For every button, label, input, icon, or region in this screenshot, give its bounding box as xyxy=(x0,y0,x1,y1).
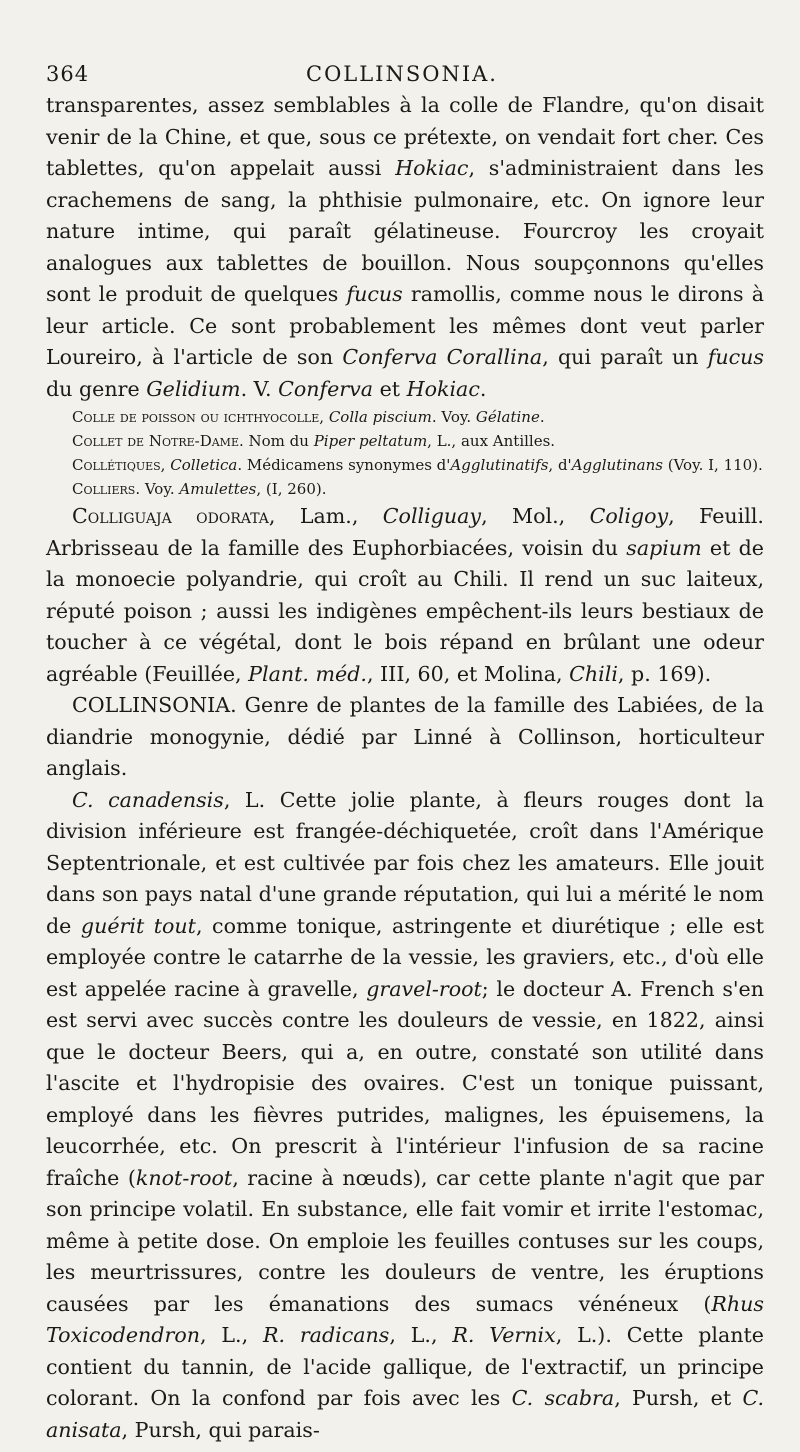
paragraph xyxy=(46,690,764,785)
italic-term: R. radicans xyxy=(262,1323,390,1347)
text-run: ramollis, comme nous le dirons à leur article. Ce sont probablement les mêmes dont veut parler Loureiro, à l'article de son xyxy=(46,282,765,369)
italic-term: Colletica xyxy=(170,456,238,474)
paragraph xyxy=(46,785,764,1447)
text-run: , (I, 260). xyxy=(256,480,327,498)
text-run: , p. 169). xyxy=(617,661,712,686)
text-run: ; le docteur A. French s'en est servi avec succès contre les douleurs de vessie, en 1822, ainsi que le docteur Beers, qui a, en outre, constaté son utilité dans l'ascite et l'hydropisie des ovaires. C'est un tonique puissant, employé dans les fièvres putrides, malignes, les épuisemens, la leucorrhée, etc. On prescrit à l'intérieur l'infusion de sa racine fraîche ( xyxy=(46,976,765,1190)
entry-note xyxy=(46,453,764,477)
italic-term: Gélatine xyxy=(475,408,540,426)
text-run: , L., xyxy=(389,1323,453,1347)
italic-term: C. anisata xyxy=(46,1386,765,1442)
text-run: . xyxy=(539,408,545,426)
text-run: , L. Cette jolie plante, à fleurs rouges dont la division inférieure est frangée-déchiquetée, croît dans l'Amérique Septentrionale, et est cultivée par fois chez les amateurs. Elle jouit dans son pays natal d'une grande réputation, qui lui a mérité le nom de xyxy=(46,787,764,938)
text-run: , L.). Cette plante contient du tannin, de l'acide gallique, de l'extractif, un principe colorant. On la confond par fois avec les xyxy=(46,1323,764,1410)
italic-term: Colla piscium xyxy=(328,408,432,426)
italic-term: knot-root xyxy=(135,1165,233,1190)
text-run: . Voy. xyxy=(135,480,180,498)
italic-term: C. scabra xyxy=(511,1386,615,1410)
text-run: , xyxy=(160,456,171,474)
entry-headword: Colle de poisson ou ichthyocolle xyxy=(72,408,320,426)
text-run: . Voy. xyxy=(431,408,476,426)
text-run: , Feuill. Arbrisseau de la famille des Euphorbiacées, voisin du xyxy=(46,504,764,560)
italic-term: gravel-root xyxy=(366,976,482,1001)
text-run: , racine à nœuds), car cette plante n'agit que par son principe volatil. En substance, elle fait vomir et irrite l'estomac, même à petite dose. On emploie les feuilles contuses sur les coups, les meurtrissures, contre les douleurs de ventre, les éruptions causées par les émanations des sumacs vénéneux ( xyxy=(46,1165,764,1316)
italic-term: Agglutinans xyxy=(571,456,663,474)
entry-note xyxy=(46,405,764,429)
text-run: , Lam., xyxy=(268,504,383,528)
text-run: , Mol., xyxy=(481,504,590,528)
italic-term: Colliguay xyxy=(382,504,482,528)
text-run: COLLINSONIA. Genre de plantes de la famille des Labiées, de la diandrie monogynie, dédié par Linné à Collinson, horticulteur anglais. xyxy=(46,693,764,780)
entry-headword: Colliguaja odorata xyxy=(72,504,269,528)
page-number: 364 xyxy=(46,62,90,86)
text-run: , qui paraît un xyxy=(542,345,708,369)
text-run: , Pursh, qui parais- xyxy=(121,1417,320,1442)
italic-term: sapium xyxy=(626,535,702,560)
italic-term: Rhus Toxicodendron xyxy=(46,1291,764,1347)
italic-term: Hokiac xyxy=(395,156,469,180)
text-run: , s'administraient dans les crachemens de sang, la phthisie pulmonaire, etc. On ignore leur nature intime, qui paraît gélatineuse. Fourcroy les croyait analogues aux tablettes de bouillon. Nous soupçonnons qu'elles sont le produit de quelques xyxy=(46,156,764,306)
italic-term: guérit tout xyxy=(80,913,196,938)
body-text xyxy=(46,90,764,1446)
italic-term: Gelidium xyxy=(146,376,241,401)
text-run: . V. xyxy=(240,376,279,401)
italic-term: fucus xyxy=(707,345,764,369)
italic-term: Conferva Corallina xyxy=(342,345,543,369)
italic-term: Agglutinatifs xyxy=(450,456,549,474)
text-run: , L., xyxy=(200,1323,263,1347)
text-run: . Nom du xyxy=(238,432,314,450)
paragraph xyxy=(46,501,764,690)
text-run: , comme tonique, astringente et diurétique ; elle est employée contre le catarrhe de la vessie, les graviers, etc., d'où elle est appelée racine à gravelle, xyxy=(46,913,764,1001)
text-run: du genre xyxy=(46,376,147,401)
running-title: COLLINSONIA. xyxy=(306,62,498,86)
text-run: et xyxy=(373,376,407,401)
entry-note xyxy=(46,477,764,501)
text-run: , xyxy=(319,408,329,426)
text-run: , L., aux Antilles. xyxy=(427,432,556,450)
italic-term: Conferva xyxy=(278,376,374,401)
text-run: . xyxy=(479,376,487,401)
italic-term: Coligoy xyxy=(589,504,669,528)
entry-headword: Colliers xyxy=(72,480,136,498)
italic-term: C. canadensis xyxy=(72,787,224,812)
italic-term: Plant. méd. xyxy=(248,661,367,686)
page-header xyxy=(46,62,764,86)
text-run: et de la monoecie polyandrie, qui croît au Chili. Il rend un suc laiteux, réputé poison ; aussi les indigènes empêchent-ils leurs bestiaux de toucher à ce végétal, dont le bois répand en brûlant une odeur agréable (Feuillée, xyxy=(46,535,764,686)
italic-term: Piper peltatum xyxy=(313,432,428,450)
text-run: , Pursh, et xyxy=(614,1386,743,1410)
text-run: transparentes, assez semblables à la colle de Flandre, qu'on disait venir de la Chine, et que, sous ce prétexte, on vendait fort cher. Ces tablettes, qu'on appelait aussi xyxy=(46,93,764,180)
entry-note xyxy=(46,429,764,453)
text-run: , d' xyxy=(548,456,572,474)
text-run: (Voy. I, 110). xyxy=(662,456,763,474)
italic-term: fucus xyxy=(346,282,403,306)
italic-term: Amulettes xyxy=(179,480,257,498)
paragraph xyxy=(46,90,764,405)
text-run: . Médicamens synonymes d' xyxy=(237,456,451,474)
text-run: , III, 60, et Molina, xyxy=(366,661,570,686)
entry-headword: Collet de Notre-Dame xyxy=(72,432,239,450)
italic-term: R. Vernix xyxy=(452,1323,556,1347)
entry-headword: Collétiques xyxy=(72,456,161,474)
italic-term: Chili xyxy=(569,661,618,686)
italic-term: Hokiac xyxy=(406,376,480,401)
